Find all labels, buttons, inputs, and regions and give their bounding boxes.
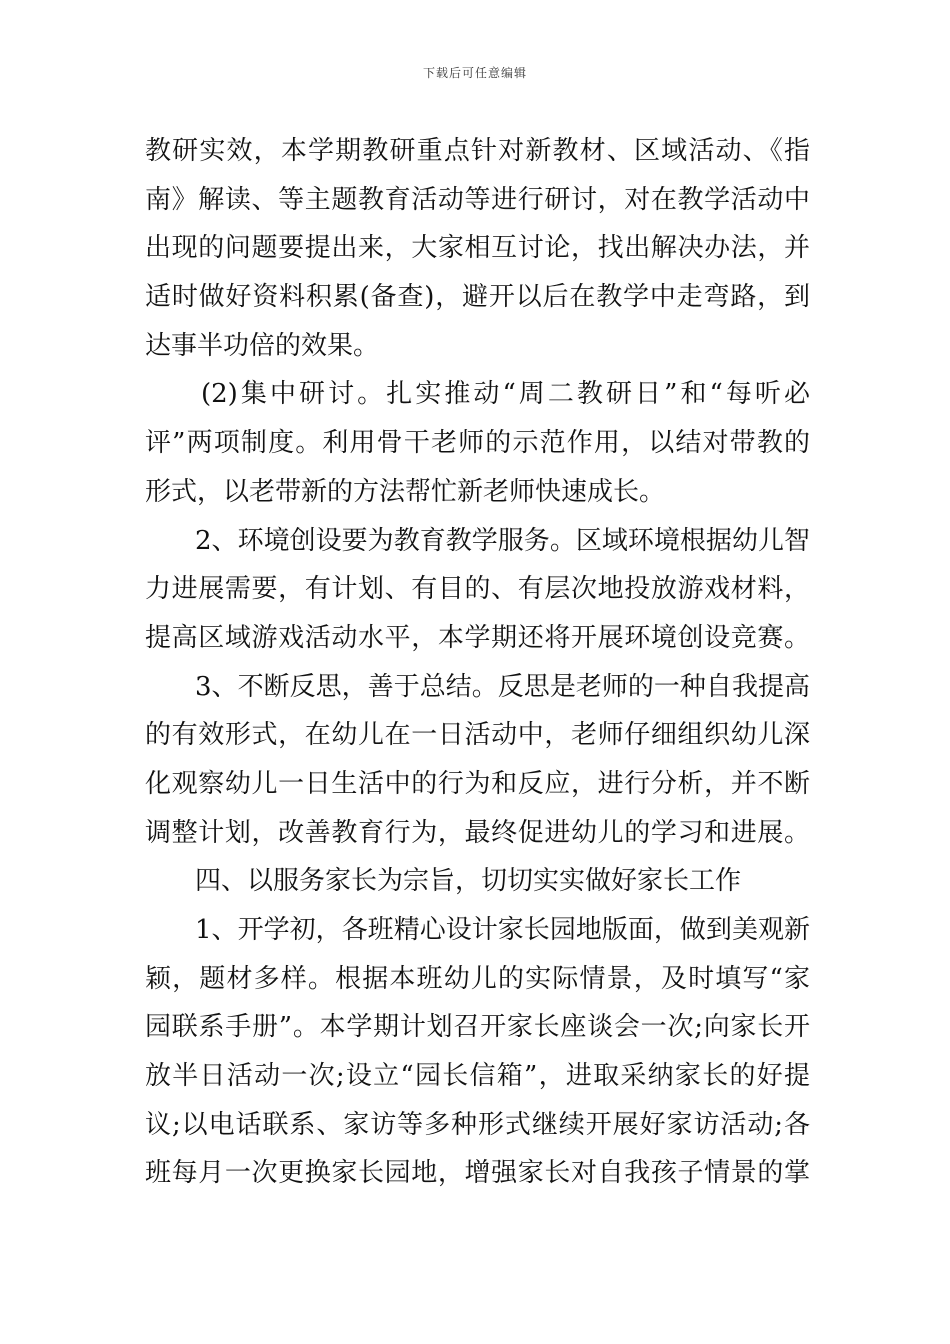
- text-line: 颖，题材多样。根据本班幼儿的实际情景，及时填写“家: [145, 963, 810, 994]
- section-heading: 四、以服务家长为宗旨，切切实实做好家长工作: [195, 866, 742, 897]
- text-line: 教研实效，本学期教研重点针对新教材、区域活动、《指: [145, 136, 810, 166]
- text-line: 适时做好资料积累(备查)，避开以后在教学中走弯路，到: [145, 282, 810, 313]
- text-line: 2、环境创设要为教育教学服务。区域环境根据幼儿智: [195, 525, 810, 556]
- text-line: 南》解读、等主题教育活动等进行研讨，对在教学活动中: [145, 184, 810, 215]
- text-line: 达事半功倍的效果。: [145, 330, 380, 361]
- text-line: 提高区域游戏活动水平，本学期还将开展环境创设竞赛。: [145, 622, 810, 653]
- text-line: (2)集中研讨。扎实推动“周二教研日”和“每听必: [201, 379, 810, 410]
- document-body: [145, 127, 810, 1198]
- text-line: 1、开学初，各班精心设计家长园地版面，做到美观新: [195, 915, 810, 945]
- text-line: 评”两项制度。利用骨干老师的示范作用，以结对带教的: [145, 428, 810, 459]
- text-line: 出现的问题要提出来，大家相互讨论，找出解决办法，并: [145, 233, 810, 264]
- text-line: 化观察幼儿一日生活中的行为和反应，进行分析，并不断: [145, 768, 810, 799]
- text-line: 力进展需要，有计划、有目的、有层次地投放游戏材料，: [145, 574, 810, 605]
- text-line: 园联系手册”。本学期计划召开家长座谈会一次;向家长开: [145, 1012, 810, 1043]
- text-line: 3、不断反思，善于总结。反思是老师的一种自我提高: [195, 671, 810, 702]
- page-header: 下载后可任意编辑: [422, 66, 527, 80]
- text-line: 调整计划，改善教育行为，最终促进幼儿的学习和进展。: [145, 817, 810, 848]
- text-line: 的有效形式，在幼儿在一日活动中，老师仔细组织幼儿深: [145, 720, 810, 751]
- text-line: 形式，以老带新的方法帮忙新老师快速成长。: [145, 476, 666, 507]
- text-line: 放半日活动一次;设立“园长信箱”，进取采纳家长的好提: [145, 1061, 810, 1092]
- text-line: 议;以电话联系、家访等多种形式继续开展好家访活动;各: [145, 1109, 810, 1140]
- text-line: 班每月一次更换家长园地，增强家长对自我孩子情景的掌: [145, 1158, 810, 1189]
